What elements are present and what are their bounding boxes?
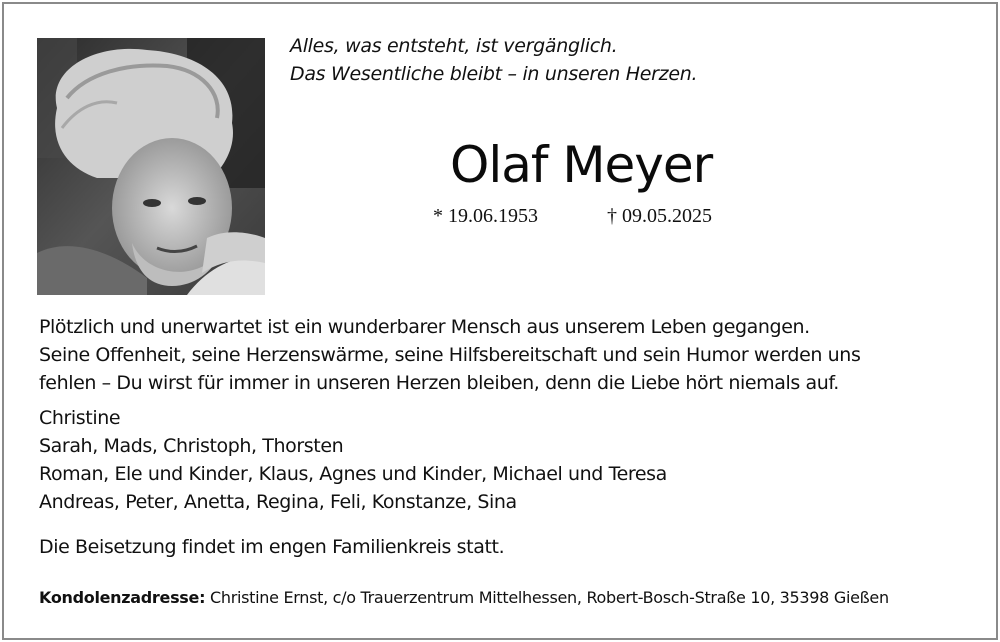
motto-line-2: Das Wesentliche bleibt – in unseren Herzen.	[290, 63, 698, 85]
portrait-illustration	[37, 38, 265, 295]
obituary-message	[39, 313, 939, 397]
family-line-4: Andreas, Peter, Anetta, Regina, Feli, Konstanze, Sina	[39, 491, 517, 513]
motto-quote	[290, 32, 697, 88]
message-line-2: Seine Offenheit, seine Herzenswärme, seine Hilfsbereitschaft und sein Humor werden uns	[39, 344, 861, 366]
condolence-address-text: Christine Ernst, c/o Trauerzentrum Mittelhessen, Robert-Bosch-Straße 10, 35398 Gießen	[209, 588, 889, 607]
family-line-3: Roman, Ele und Kinder, Klaus, Agnes und Kinder, Michael und Teresa	[39, 463, 667, 485]
message-line-1: Plötzlich und unerwartet ist ein wunderbarer Mensch aus unserem Leben gegangen.	[39, 316, 810, 338]
portrait-photo	[37, 38, 265, 295]
family-line-2: Sarah, Mads, Christoph, Thorsten	[39, 435, 344, 457]
family-line-1: Christine	[39, 407, 121, 429]
message-line-3: fehlen – Du wirst für immer in unseren Herzen bleiben, denn die Liebe hört niemals auf.	[39, 372, 839, 394]
deceased-name: Olaf Meyer	[450, 136, 713, 194]
funeral-note: Die Beisetzung findet im engen Familienkreis statt.	[39, 536, 505, 558]
birth-date: * 19.06.1953	[433, 205, 538, 227]
condolence-label: Kondolenzadresse:	[39, 588, 206, 607]
family-list	[39, 404, 667, 516]
motto-line-1: Alles, was entsteht, ist vergänglich.	[290, 35, 618, 57]
condolence-address	[39, 588, 889, 607]
death-date: † 09.05.2025	[607, 205, 712, 227]
